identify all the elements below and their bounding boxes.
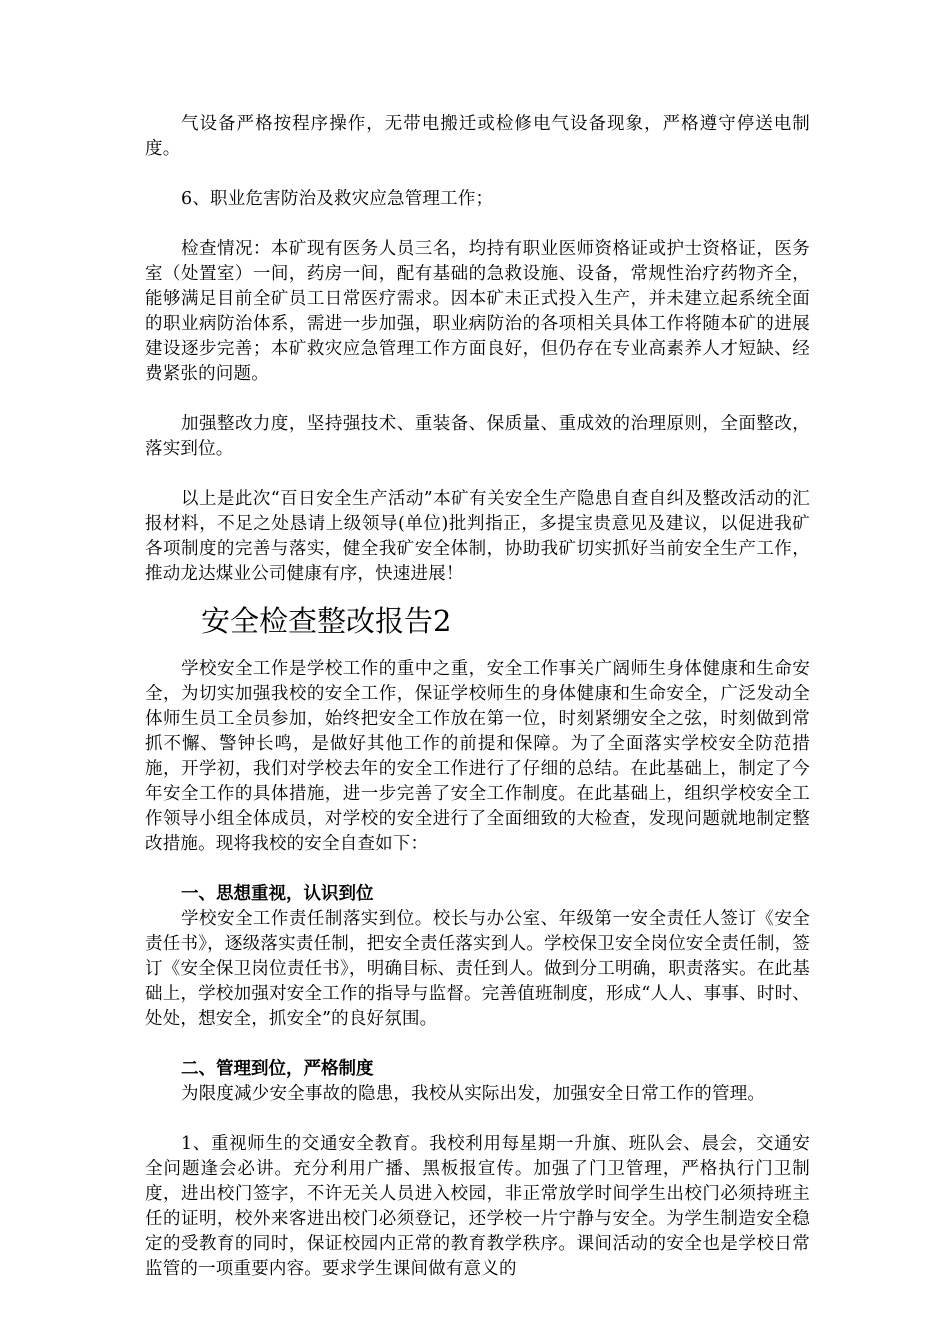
- paragraph-summary: 以上是此次“百日安全生产活动”本矿有关安全生产隐患自查自纠及整改活动的汇报材料，不足之处恳请上级领导(单位)批判指正，多提宝贵意见及建议，以促进我矿各项制度的完善与落实，健全我矿安全体制，协助我矿切实抓好当前安全生产工作，推动龙达煤业公司健康有序，快速进展！: [145, 489, 810, 584]
- paragraph-rectification: 加强整改力度，坚持强技术、重装备、保质量、重成效的治理原则，全面整改，落实到位。: [145, 414, 810, 459]
- item-occupational-hazard: 6、职业危害防治及救灾应急管理工作；: [181, 189, 494, 209]
- paragraph-inspection-status: 检查情况：本矿现有医务人员三名，均持有职业医师资格证或护士资格证，医务室（处置室）一间，药房一间，配有基础的急救设施、设备，常规性治疗药物齐全，能够满足目前全矿员工日常医疗需求。因本矿未正式投入生产，并未建立起系统全面的职业病防治体系，需进一步加强，职业病防治的各项相关具体工作将随本矿的进展建设逐步完善；本矿救灾应急管理工作方面良好，但仍存在专业高素养人才短缺、经费紧张的问题。: [145, 239, 810, 384]
- paragraph-section-1: 学校安全工作责任制落实到位。校长与办公室、年级第一安全责任人签订《安全责任书》，逐级落实责任制，把安全责任落实到人。学校保卫安全岗位安全责任制，签订《安全保卫岗位责任书》，明确目标、责任到人。做到分工明确，职责落实。在此基础上，学校加强对安全工作的指导与监督。完善值班制度，形成“人人、事事、时时、处处，想安全，抓安全”的良好氛围。: [145, 909, 810, 1029]
- section-heading-1: 一、思想重视，认识到位: [181, 884, 374, 904]
- paragraph-electrical-operation: 气设备严格按程序操作，无带电搬迁或检修电气设备现象，严格遵守停送电制度。: [145, 114, 810, 159]
- document-page: [145, 112, 810, 1282]
- section-heading-2: 二、管理到位，严格制度: [181, 1059, 374, 1079]
- paragraph-section-2-intro: 为限度减少安全事故的隐患，我校从实际出发，加强安全日常工作的管理。: [181, 1084, 766, 1104]
- paragraph-section-2-item-1: 1、重视师生的交通安全教育。我校利用每星期一升旗、班队会、晨会，交通安全问题逢会必讲。充分利用广播、黑板报宣传。加强了门卫管理，严格执行门卫制度，进出校门签字，不许无关人员进入校园，非正常放学时间学生出校门必须持班主任的证明，校外来客进出校门必须登记，还学校一片宁静与安全。为学生制造安全稳定的受教育的同时，保证校园内正常的教育教学秩序。课间活动的安全也是学校日常监管的一项重要内容。要求学生课间做有意义的: [145, 1134, 810, 1279]
- report-title: 安全检查整改报告2: [201, 604, 452, 638]
- paragraph-school-intro: 学校安全工作是学校工作的重中之重，安全工作事关广阔师生身体健康和生命安全，为切实加强我校的安全工作，保证学校师生的身体健康和生命安全，广泛发动全体师生员工全员参加，始终把安全工作放在第一位，时刻紧绷安全之弦，时刻做到常抓不懈、警钟长鸣，是做好其他工作的前提和保障。为了全面落实学校安全防范措施，开学初，我们对学校去年的安全工作进行了仔细的总结。在此基础上，制定了今年安全工作的具体措施，进一步完善了安全工作制度。在此基础上，组织学校安全工作领导小组全体成员，对学校的安全进行了全面细致的大检查，发现问题就地制定整改措施。现将我校的安全自查如下：: [145, 659, 810, 854]
